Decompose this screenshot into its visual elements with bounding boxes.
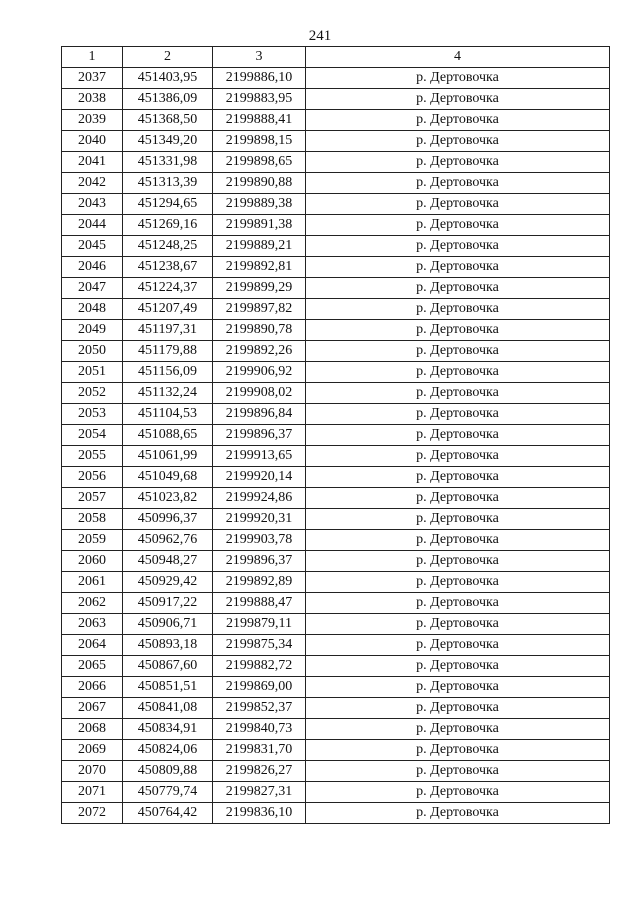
table-row <box>62 656 610 677</box>
point-number-cell: 2070 <box>62 761 123 782</box>
table-row <box>62 320 610 341</box>
y-coordinate-cell: 2199896,37 <box>213 551 306 572</box>
y-coordinate-cell: 2199903,78 <box>213 530 306 551</box>
point-number-cell: 2038 <box>62 89 123 110</box>
point-number-cell: 2046 <box>62 257 123 278</box>
point-number-cell: 2058 <box>62 509 123 530</box>
x-coordinate-cell: 451368,50 <box>123 110 213 131</box>
x-coordinate-cell: 451049,68 <box>123 467 213 488</box>
point-number-cell: 2050 <box>62 341 123 362</box>
description-cell: р. Дертовочка <box>306 257 610 278</box>
header-col-4: 4 <box>306 47 610 68</box>
table-row <box>62 425 610 446</box>
x-coordinate-cell: 450917,22 <box>123 593 213 614</box>
point-number-cell: 2051 <box>62 362 123 383</box>
table-row <box>62 215 610 236</box>
y-coordinate-cell: 2199875,34 <box>213 635 306 656</box>
description-cell: р. Дертовочка <box>306 719 610 740</box>
point-number-cell: 2063 <box>62 614 123 635</box>
y-coordinate-cell: 2199890,88 <box>213 173 306 194</box>
point-number-cell: 2040 <box>62 131 123 152</box>
description-cell: р. Дертовочка <box>306 425 610 446</box>
y-coordinate-cell: 2199897,82 <box>213 299 306 320</box>
y-coordinate-cell: 2199898,15 <box>213 131 306 152</box>
point-number-cell: 2054 <box>62 425 123 446</box>
description-cell: р. Дертовочка <box>306 278 610 299</box>
table-row <box>62 593 610 614</box>
point-number-cell: 2060 <box>62 551 123 572</box>
description-cell: р. Дертовочка <box>306 509 610 530</box>
table-row <box>62 509 610 530</box>
description-cell: р. Дертовочка <box>306 761 610 782</box>
description-cell: р. Дертовочка <box>306 488 610 509</box>
description-cell: р. Дертовочка <box>306 635 610 656</box>
description-cell: р. Дертовочка <box>306 404 610 425</box>
point-number-cell: 2037 <box>62 68 123 89</box>
x-coordinate-cell: 451061,99 <box>123 446 213 467</box>
point-number-cell: 2069 <box>62 740 123 761</box>
y-coordinate-cell: 2199827,31 <box>213 782 306 803</box>
table-row <box>62 698 610 719</box>
description-cell: р. Дертовочка <box>306 383 610 404</box>
point-number-cell: 2064 <box>62 635 123 656</box>
table-row <box>62 467 610 488</box>
point-number-cell: 2057 <box>62 488 123 509</box>
table-row <box>62 446 610 467</box>
point-number-cell: 2062 <box>62 593 123 614</box>
description-cell: р. Дертовочка <box>306 299 610 320</box>
table-row <box>62 488 610 509</box>
y-coordinate-cell: 2199852,37 <box>213 698 306 719</box>
y-coordinate-cell: 2199889,21 <box>213 236 306 257</box>
y-coordinate-cell: 2199869,00 <box>213 677 306 698</box>
point-number-cell: 2052 <box>62 383 123 404</box>
y-coordinate-cell: 2199898,65 <box>213 152 306 173</box>
x-coordinate-cell: 451179,88 <box>123 341 213 362</box>
point-number-cell: 2068 <box>62 719 123 740</box>
description-cell: р. Дертовочка <box>306 362 610 383</box>
y-coordinate-cell: 2199888,41 <box>213 110 306 131</box>
point-number-cell: 2045 <box>62 236 123 257</box>
table-row <box>62 740 610 761</box>
x-coordinate-cell: 451224,37 <box>123 278 213 299</box>
table-row <box>62 782 610 803</box>
x-coordinate-cell: 450962,76 <box>123 530 213 551</box>
description-cell: р. Дертовочка <box>306 467 610 488</box>
header-col-2: 2 <box>123 47 213 68</box>
description-cell: р. Дертовочка <box>306 446 610 467</box>
table-row <box>62 194 610 215</box>
point-number-cell: 2072 <box>62 803 123 824</box>
description-cell: р. Дертовочка <box>306 131 610 152</box>
y-coordinate-cell: 2199836,10 <box>213 803 306 824</box>
description-cell: р. Дертовочка <box>306 656 610 677</box>
y-coordinate-cell: 2199840,73 <box>213 719 306 740</box>
point-number-cell: 2041 <box>62 152 123 173</box>
point-number-cell: 2044 <box>62 215 123 236</box>
table-row <box>62 404 610 425</box>
table-row <box>62 530 610 551</box>
y-coordinate-cell: 2199899,29 <box>213 278 306 299</box>
x-coordinate-cell: 451238,67 <box>123 257 213 278</box>
table-row <box>62 89 610 110</box>
point-number-cell: 2071 <box>62 782 123 803</box>
description-cell: р. Дертовочка <box>306 782 610 803</box>
description-cell: р. Дертовочка <box>306 68 610 89</box>
description-cell: р. Дертовочка <box>306 194 610 215</box>
point-number-cell: 2055 <box>62 446 123 467</box>
x-coordinate-cell: 450824,06 <box>123 740 213 761</box>
table-row <box>62 635 610 656</box>
y-coordinate-cell: 2199883,95 <box>213 89 306 110</box>
y-coordinate-cell: 2199920,31 <box>213 509 306 530</box>
x-coordinate-cell: 451403,95 <box>123 68 213 89</box>
y-coordinate-cell: 2199908,02 <box>213 383 306 404</box>
description-cell: р. Дертовочка <box>306 110 610 131</box>
header-col-1: 1 <box>62 47 123 68</box>
page-number: 241 <box>308 28 332 44</box>
y-coordinate-cell: 2199924,86 <box>213 488 306 509</box>
description-cell: р. Дертовочка <box>306 614 610 635</box>
x-coordinate-cell: 451104,53 <box>123 404 213 425</box>
table-row <box>62 236 610 257</box>
point-number-cell: 2042 <box>62 173 123 194</box>
point-number-cell: 2049 <box>62 320 123 341</box>
x-coordinate-cell: 451132,24 <box>123 383 213 404</box>
description-cell: р. Дертовочка <box>306 341 610 362</box>
table-row <box>62 257 610 278</box>
table-row <box>62 299 610 320</box>
y-coordinate-cell: 2199906,92 <box>213 362 306 383</box>
table-row <box>62 362 610 383</box>
y-coordinate-cell: 2199896,37 <box>213 425 306 446</box>
table-row <box>62 614 610 635</box>
point-number-cell: 2039 <box>62 110 123 131</box>
table-row <box>62 719 610 740</box>
point-number-cell: 2048 <box>62 299 123 320</box>
header-row <box>62 47 610 68</box>
point-number-cell: 2065 <box>62 656 123 677</box>
table-row <box>62 131 610 152</box>
description-cell: р. Дертовочка <box>306 173 610 194</box>
description-cell: р. Дертовочка <box>306 572 610 593</box>
x-coordinate-cell: 450948,27 <box>123 551 213 572</box>
y-coordinate-cell: 2199892,26 <box>213 341 306 362</box>
description-cell: р. Дертовочка <box>306 89 610 110</box>
x-coordinate-cell: 450809,88 <box>123 761 213 782</box>
description-cell: р. Дертовочка <box>306 677 610 698</box>
table-row <box>62 68 610 89</box>
description-cell: р. Дертовочка <box>306 152 610 173</box>
x-coordinate-cell: 451313,39 <box>123 173 213 194</box>
x-coordinate-cell: 450851,51 <box>123 677 213 698</box>
point-number-cell: 2061 <box>62 572 123 593</box>
x-coordinate-cell: 451269,16 <box>123 215 213 236</box>
y-coordinate-cell: 2199913,65 <box>213 446 306 467</box>
x-coordinate-cell: 450906,71 <box>123 614 213 635</box>
description-cell: р. Дертовочка <box>306 593 610 614</box>
x-coordinate-cell: 450929,42 <box>123 572 213 593</box>
table-row <box>62 572 610 593</box>
x-coordinate-cell: 451207,49 <box>123 299 213 320</box>
x-coordinate-cell: 451349,20 <box>123 131 213 152</box>
x-coordinate-cell: 451386,09 <box>123 89 213 110</box>
table-header <box>62 47 610 68</box>
table-row <box>62 551 610 572</box>
point-number-cell: 2066 <box>62 677 123 698</box>
y-coordinate-cell: 2199831,70 <box>213 740 306 761</box>
x-coordinate-cell: 450834,91 <box>123 719 213 740</box>
x-coordinate-cell: 451023,82 <box>123 488 213 509</box>
x-coordinate-cell: 450764,42 <box>123 803 213 824</box>
x-coordinate-cell: 451294,65 <box>123 194 213 215</box>
table-row <box>62 110 610 131</box>
table-row <box>62 677 610 698</box>
y-coordinate-cell: 2199920,14 <box>213 467 306 488</box>
y-coordinate-cell: 2199882,72 <box>213 656 306 677</box>
y-coordinate-cell: 2199892,81 <box>213 257 306 278</box>
y-coordinate-cell: 2199826,27 <box>213 761 306 782</box>
coordinates-table <box>61 46 610 824</box>
description-cell: р. Дертовочка <box>306 236 610 257</box>
point-number-cell: 2047 <box>62 278 123 299</box>
description-cell: р. Дертовочка <box>306 215 610 236</box>
description-cell: р. Дертовочка <box>306 530 610 551</box>
y-coordinate-cell: 2199886,10 <box>213 68 306 89</box>
table-row <box>62 152 610 173</box>
x-coordinate-cell: 451156,09 <box>123 362 213 383</box>
table-row <box>62 173 610 194</box>
x-coordinate-cell: 450841,08 <box>123 698 213 719</box>
point-number-cell: 2056 <box>62 467 123 488</box>
table-row <box>62 278 610 299</box>
description-cell: р. Дертовочка <box>306 320 610 341</box>
x-coordinate-cell: 451248,25 <box>123 236 213 257</box>
y-coordinate-cell: 2199891,38 <box>213 215 306 236</box>
y-coordinate-cell: 2199889,38 <box>213 194 306 215</box>
table-row <box>62 761 610 782</box>
x-coordinate-cell: 451197,31 <box>123 320 213 341</box>
x-coordinate-cell: 450996,37 <box>123 509 213 530</box>
description-cell: р. Дертовочка <box>306 698 610 719</box>
description-cell: р. Дертовочка <box>306 551 610 572</box>
y-coordinate-cell: 2199896,84 <box>213 404 306 425</box>
y-coordinate-cell: 2199888,47 <box>213 593 306 614</box>
x-coordinate-cell: 451088,65 <box>123 425 213 446</box>
x-coordinate-cell: 450893,18 <box>123 635 213 656</box>
point-number-cell: 2059 <box>62 530 123 551</box>
point-number-cell: 2053 <box>62 404 123 425</box>
x-coordinate-cell: 451331,98 <box>123 152 213 173</box>
description-cell: р. Дертовочка <box>306 803 610 824</box>
y-coordinate-cell: 2199879,11 <box>213 614 306 635</box>
table-row <box>62 803 610 824</box>
point-number-cell: 2067 <box>62 698 123 719</box>
point-number-cell: 2043 <box>62 194 123 215</box>
table-row <box>62 383 610 404</box>
table-row <box>62 341 610 362</box>
x-coordinate-cell: 450779,74 <box>123 782 213 803</box>
description-cell: р. Дертовочка <box>306 740 610 761</box>
header-col-3: 3 <box>213 47 306 68</box>
table-body <box>62 68 610 824</box>
y-coordinate-cell: 2199890,78 <box>213 320 306 341</box>
x-coordinate-cell: 450867,60 <box>123 656 213 677</box>
y-coordinate-cell: 2199892,89 <box>213 572 306 593</box>
